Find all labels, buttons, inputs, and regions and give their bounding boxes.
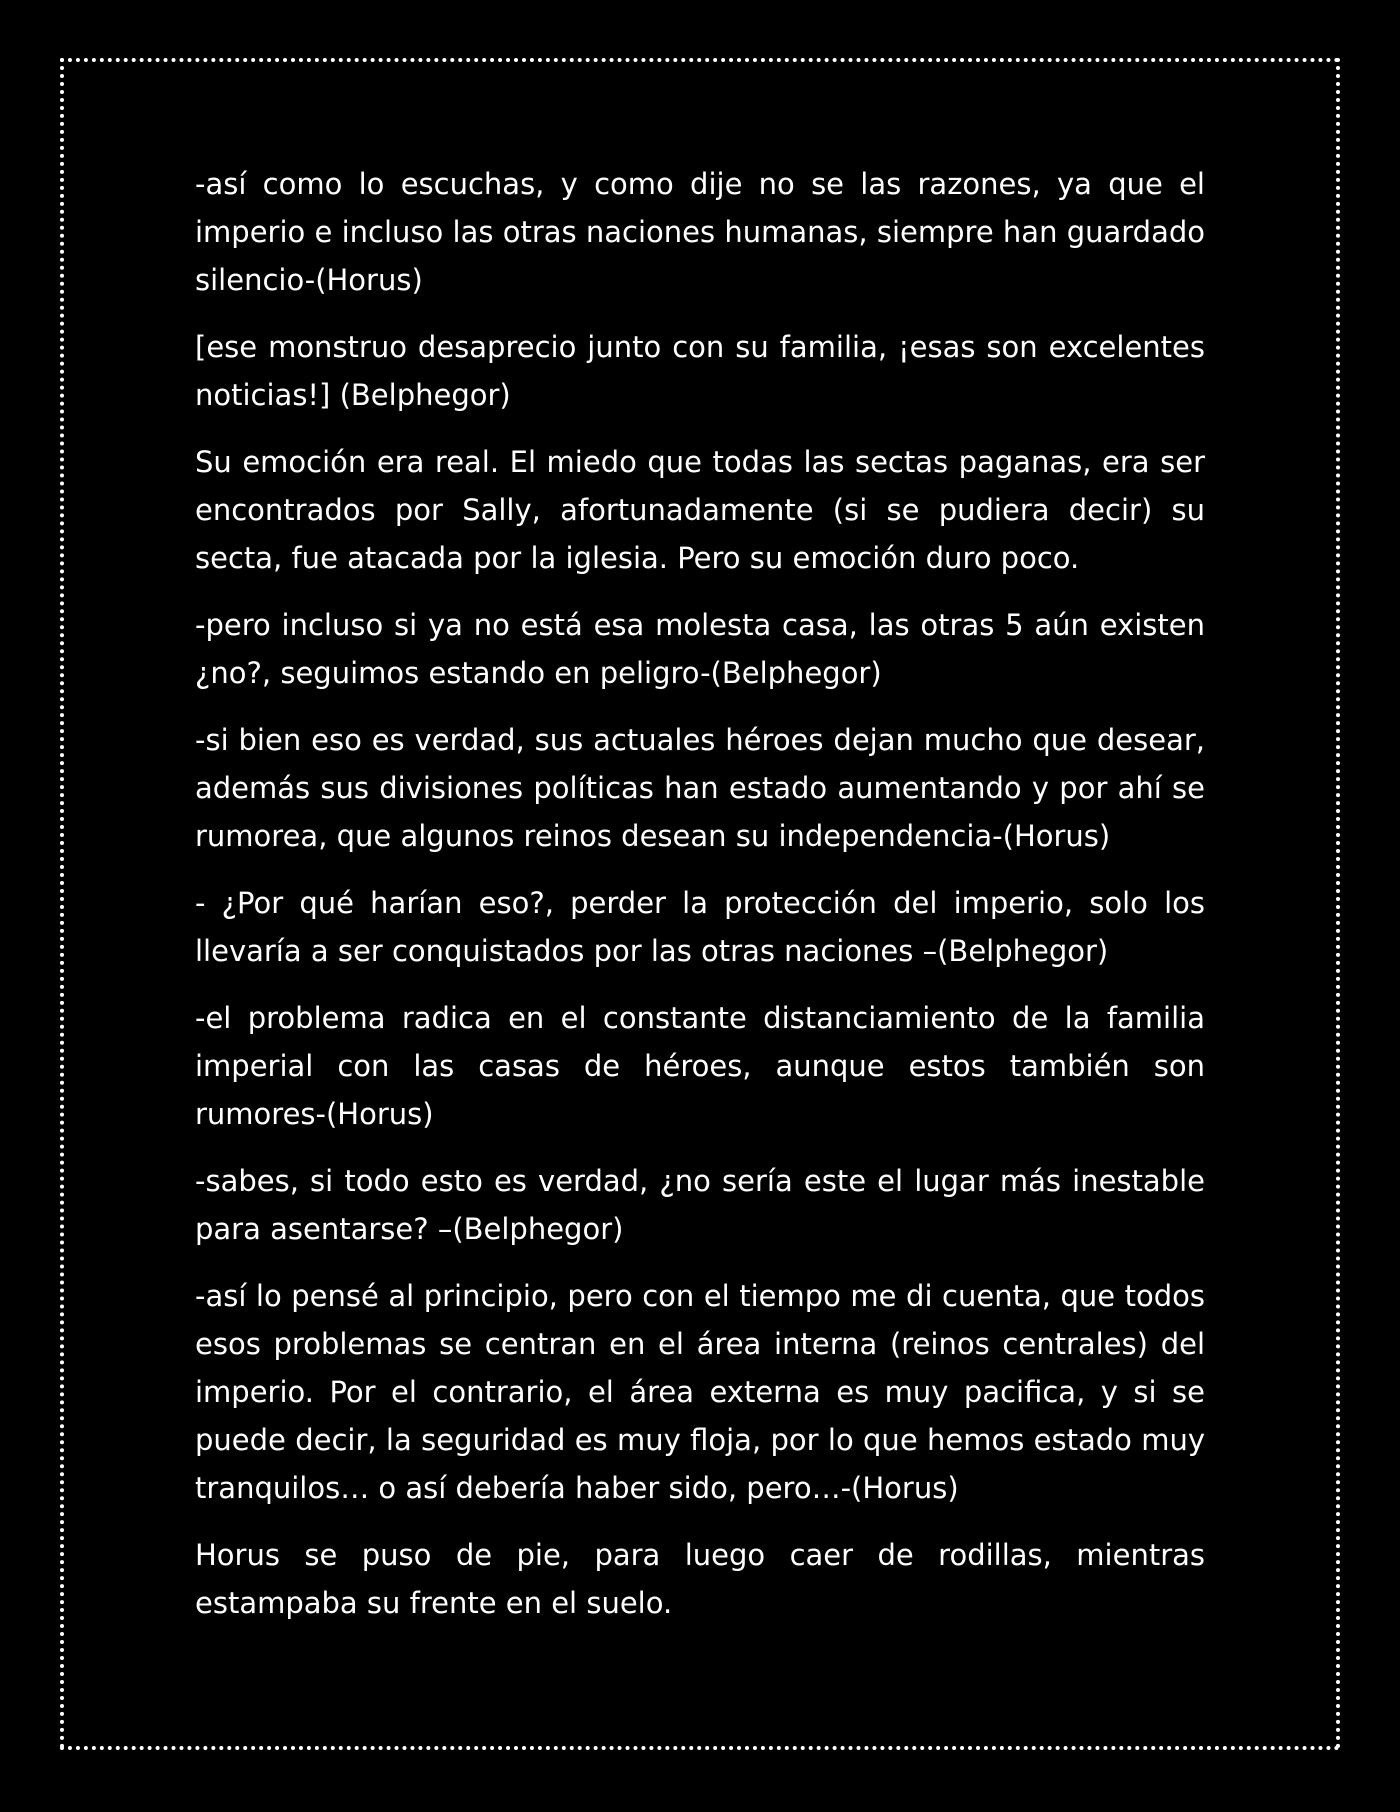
paragraph: - ¿Por qué harían eso?, perder la protección del imperio, solo los llevaría a ser conquistados por las otras naciones –(Belphegor)	[195, 886, 1205, 968]
paragraph: -si bien eso es verdad, sus actuales héroes dejan mucho que desear, además sus divisiones políticas han estado aumentando y por ahí se rumorea, que algunos reinos desean su independencia-(Horus)	[195, 723, 1205, 853]
paragraph: Horus se puso de pie, para luego caer de rodillas, mientras estampaba su frente en el suelo.	[195, 1538, 1205, 1620]
paragraph: Su emoción era real. El miedo que todas las sectas paganas, era ser encontrados por Sally, afortunadamente (si se pudiera decir) su secta, fue atacada por la iglesia. Pero su emoción duro poco.	[195, 445, 1205, 575]
paragraph: -pero incluso si ya no está esa molesta casa, las otras 5 aún existen ¿no?, seguimos estando en peligro-(Belphegor)	[195, 608, 1205, 690]
paragraph: -sabes, si todo esto es verdad, ¿no sería este el lugar más inestable para asentarse? –(Belphegor)	[195, 1164, 1205, 1246]
paragraph: -así como lo escuchas, y como dije no se las razones, ya que el imperio e incluso las otras naciones humanas, siempre han guardado silencio-(Horus)	[195, 167, 1205, 297]
paragraph: [ese monstruo desaprecio junto con su familia, ¡esas son excelentes noticias!] (Belphegor)	[195, 330, 1205, 412]
page-text	[195, 160, 1205, 1646]
paragraph: -el problema radica en el constante distanciamiento de la familia imperial con las casas de héroes, aunque estos también son rumores-(Horus)	[195, 1001, 1205, 1131]
paragraph: -así lo pensé al principio, pero con el tiempo me di cuenta, que todos esos problemas se centran en el área interna (reinos centrales) del imperio. Por el contrario, el área externa es muy pacifica, y si se puede decir, la seguridad es muy floja, por lo que hemos estado muy tranquilos… o así debería haber sido, pero…-(Horus)	[195, 1279, 1205, 1505]
